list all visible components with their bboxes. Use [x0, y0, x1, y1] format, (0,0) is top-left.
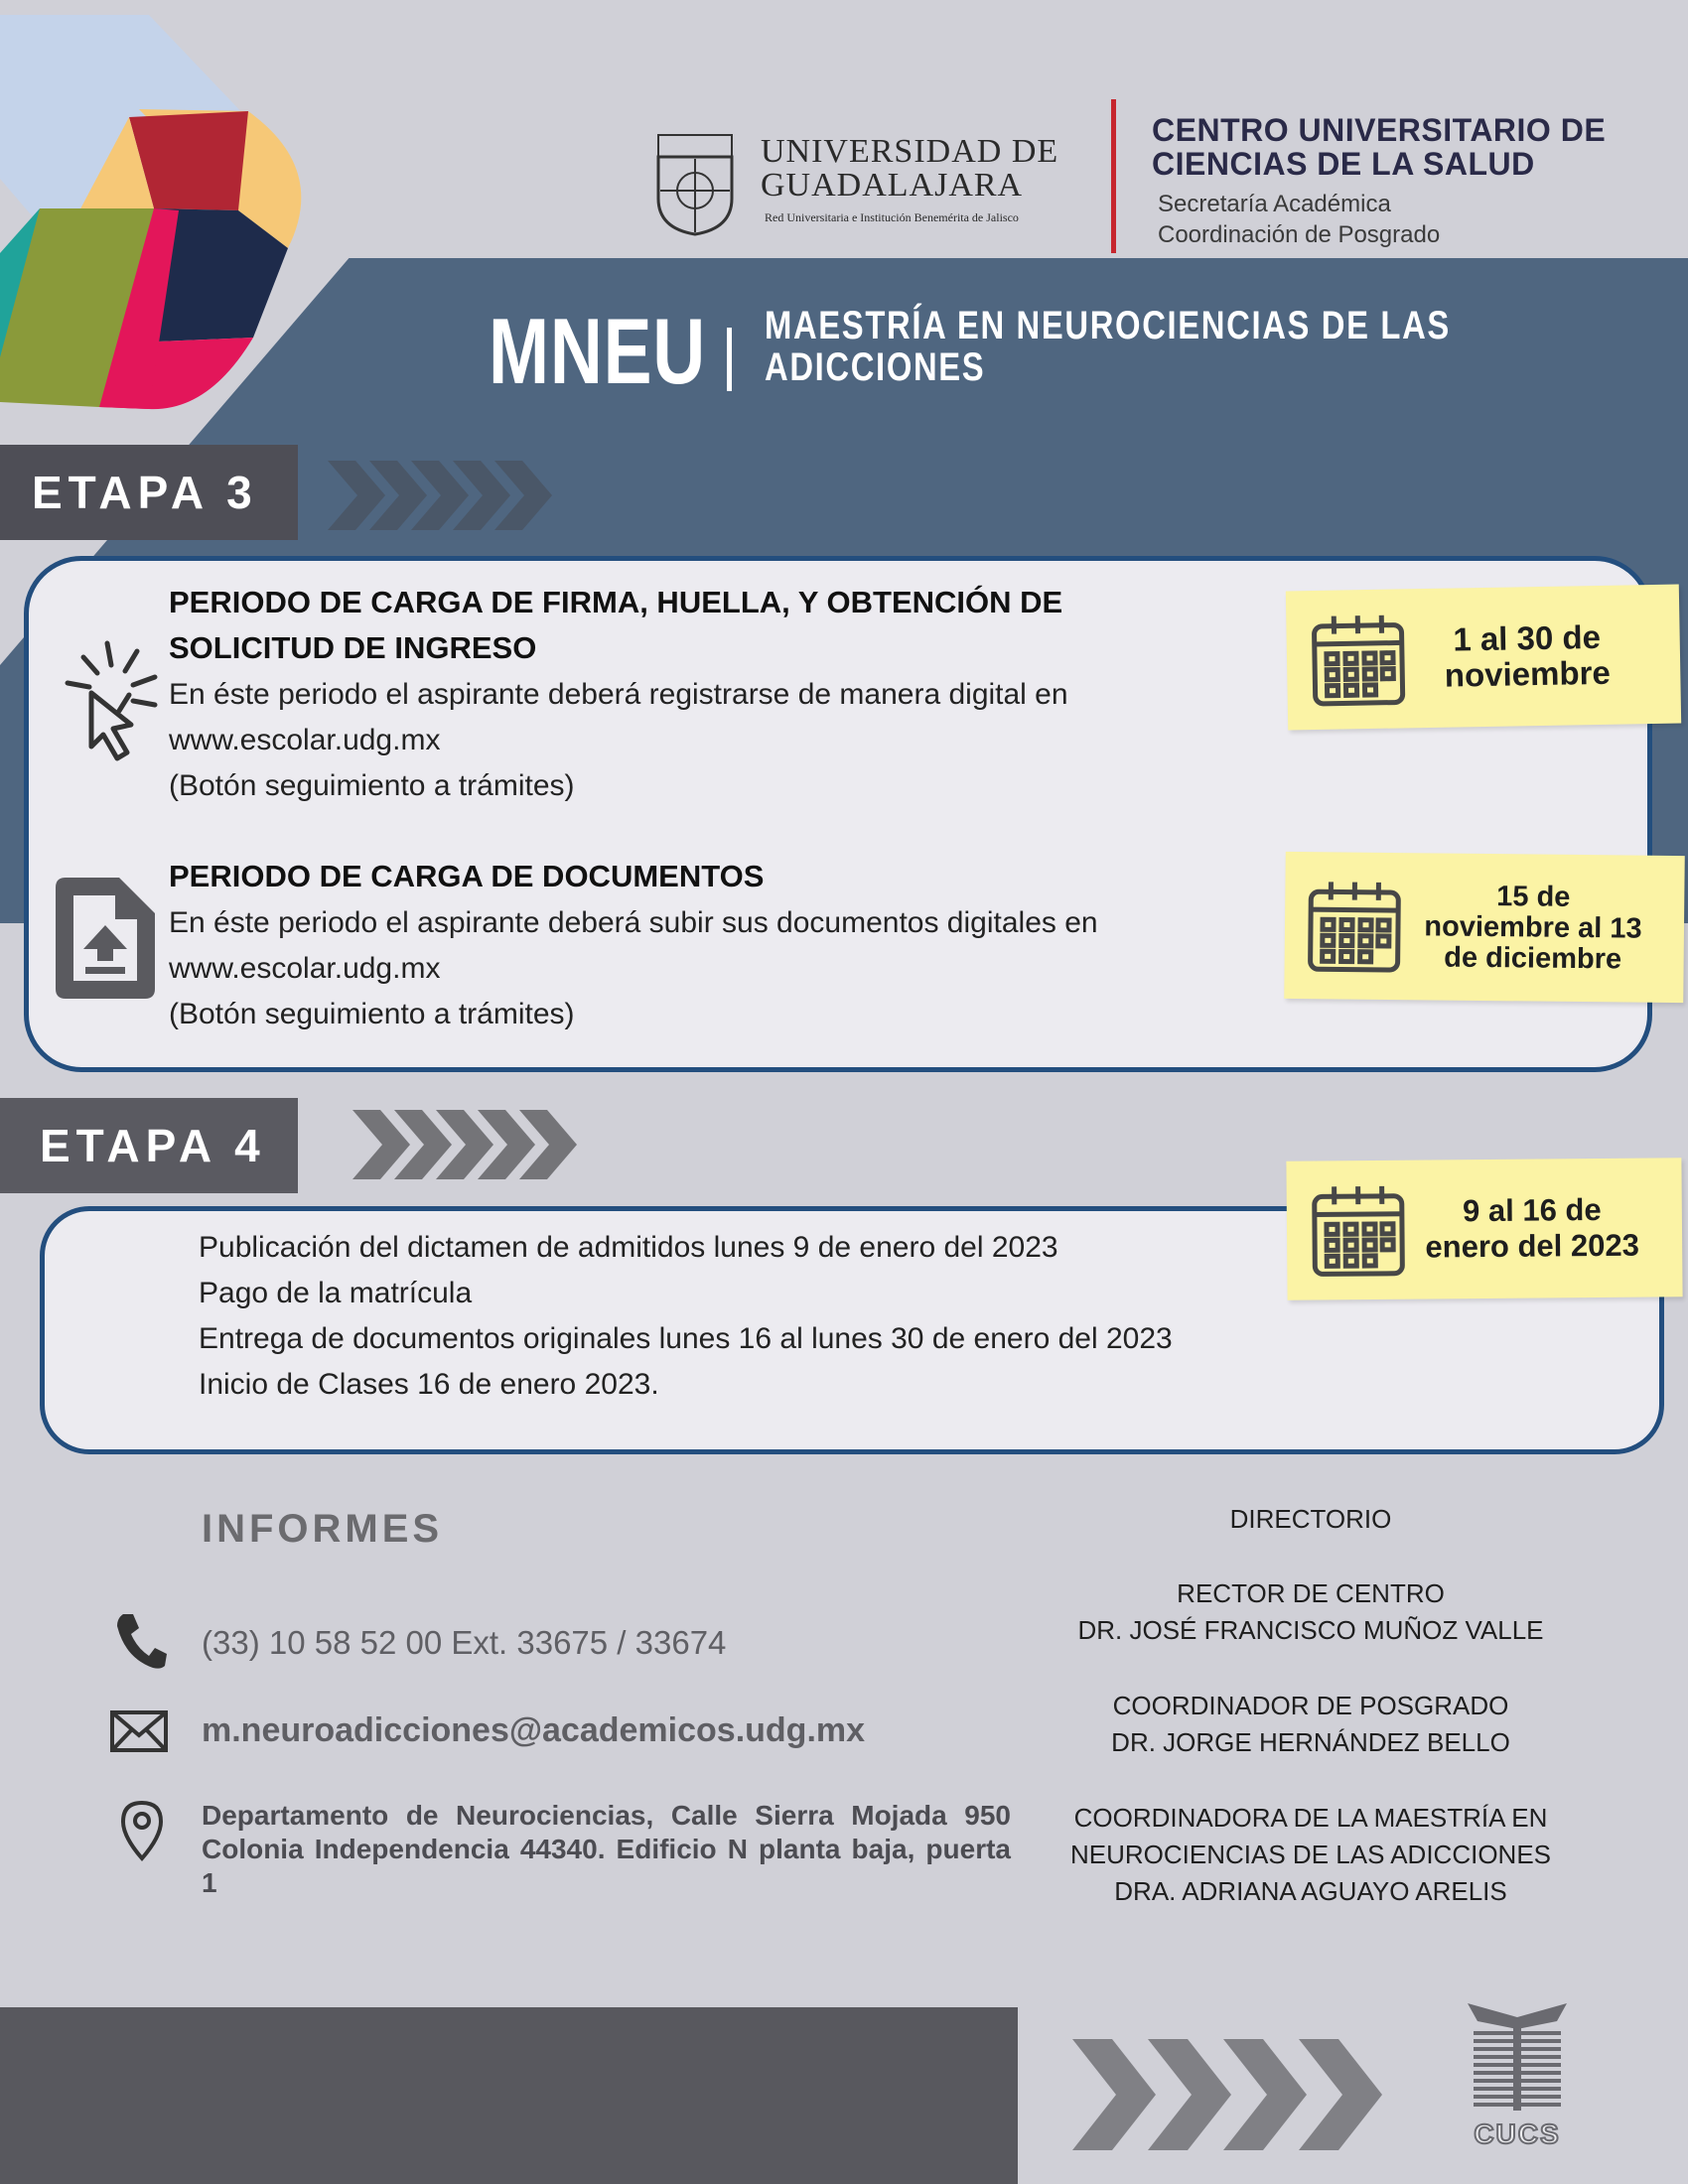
cursor-click-icon [42, 625, 166, 774]
etapa4-line2: Pago de la matrícula [199, 1277, 473, 1309]
etapa4-label: ETAPA 4 [0, 1098, 298, 1193]
etapa3-label: ETAPA 3 [0, 445, 298, 540]
etapa4-date-line2: enero del 2023 [1425, 1227, 1640, 1265]
etapa4-chevrons [352, 1104, 611, 1185]
rector-name: DR. JOSÉ FRANCISCO MUÑOZ VALLE [1077, 1615, 1544, 1645]
title-separator [727, 328, 732, 391]
cucs-line1: CENTRO UNIVERSITARIO DE [1152, 112, 1607, 148]
item1-text-line3: (Botón seguimiento a trámites) [169, 769, 575, 802]
footer-chevrons [1072, 2035, 1420, 2154]
etapa3-chevrons [328, 455, 586, 536]
calendar-icon [1309, 1180, 1409, 1281]
program-name-line1: MAESTRÍA EN NEUROCIENCIAS DE LAS [765, 304, 1451, 347]
coord-name: DR. JORGE HERNÁNDEZ BELLO [1111, 1727, 1510, 1757]
address: Departamento de Neurociencias, Calle Sierra Mojada 950 Colonia Independencia 44340. Edificio N planta baja, puerta 1 [202, 1800, 1011, 1898]
udg-tagline: Red Universitaria e Institución Benemérita de Jalisco [765, 210, 1019, 224]
item1-date-line1: 1 al 30 de [1453, 617, 1602, 658]
email-link[interactable]: m.neuroadicciones@academicos.udg.mx [202, 1711, 866, 1749]
etapa4-date-note [1286, 1158, 1682, 1299]
envelope-icon [109, 1709, 169, 1753]
item2-date-line2: noviembre al 13 [1424, 909, 1642, 945]
item2-text-line1: En éste periodo el aspirante deberá subir sus documentos digitales en [169, 906, 1098, 939]
calendar-icon [1304, 876, 1404, 976]
directorio-title: DIRECTORIO [1229, 1504, 1392, 1534]
decorative-mosaic [0, 0, 328, 417]
header-separator [1111, 99, 1116, 253]
cucs-sub1: Secretaría Académica [1158, 191, 1391, 217]
item1-title-line1: PERIODO DE CARGA DE FIRMA, HUELLA, Y OBTENCIÓN DE [169, 585, 1063, 619]
etapa4-line1: Publicación del dictamen de admitidos lunes 9 de enero del 2023 [199, 1231, 1058, 1264]
item1-date-note [1286, 585, 1681, 731]
calendar-icon [1308, 609, 1409, 710]
cucs-line2: CIENCIAS DE LA SALUD [1152, 146, 1535, 182]
item1-title-line2: SOLICITUD DE INGRESO [169, 630, 537, 665]
item2-date-line3: de diciembre [1444, 941, 1622, 975]
item2-link[interactable]: www.escolar.udg.mx [169, 952, 441, 985]
coordm-role-line1: COORDINADORA DE LA MAESTRÍA EN [1073, 1803, 1548, 1833]
item2-title: PERIODO DE CARGA DE DOCUMENTOS [169, 859, 765, 893]
item2-date-line1: 15 de [1496, 880, 1571, 913]
footer-bar [0, 2007, 1018, 2184]
phone-icon [111, 1610, 167, 1672]
etapa4-line4: Inicio de Clases 16 de enero 2023. [199, 1368, 659, 1401]
rector-role: RECTOR DE CENTRO [1177, 1578, 1445, 1608]
item1-text-line1: En éste periodo el aspirante deberá registrarse de manera digital en [169, 678, 1068, 711]
cucs-sub2: Coordinación de Posgrado [1158, 221, 1441, 248]
location-pin-icon [119, 1799, 165, 1862]
cucs-logo-text: CUCS [1474, 2118, 1561, 2149]
etapa4-date-line1: 9 al 16 de [1462, 1191, 1602, 1229]
informes-title: INFORMES [202, 1507, 444, 1551]
udg-line2: GUADALAJARA [761, 167, 1024, 204]
udg-line1: UNIVERSIDAD DE [761, 133, 1059, 170]
coordm-name: DRA. ADRIANA AGUAYO ARELIS [1114, 1876, 1507, 1906]
program-acronym: MNEU [489, 299, 707, 403]
phone-number[interactable]: (33) 10 58 52 00 Ext. 33675 / 33674 [202, 1624, 727, 1661]
coordm-role-line2: NEUROCIENCIAS DE LAS ADICCIONES [1070, 1840, 1551, 1869]
item1-link[interactable]: www.escolar.udg.mx [169, 724, 441, 756]
etapa4-line3: Entrega de documentos originales lunes 16 al lunes 30 de enero del 2023 [199, 1322, 1173, 1355]
file-upload-icon [52, 874, 161, 1003]
item2-text-line3: (Botón seguimiento a trámites) [169, 998, 575, 1030]
coord-role: COORDINADOR DE POSGRADO [1112, 1691, 1509, 1720]
program-name-line2: ADICCIONES [765, 345, 986, 389]
udg-shield-icon [650, 129, 740, 238]
item1-date-line2: noviembre [1444, 653, 1612, 694]
item2-date-note [1284, 852, 1685, 1003]
